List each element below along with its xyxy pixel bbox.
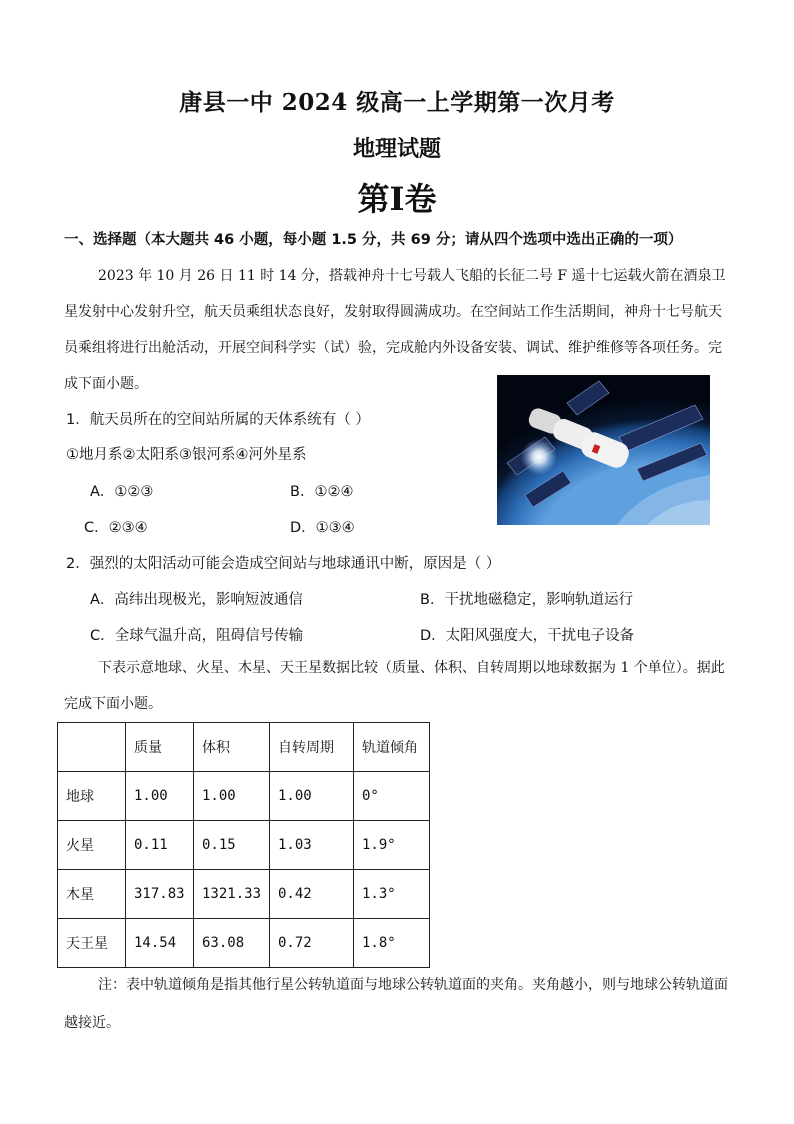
table-cell: 天王星 <box>58 919 126 968</box>
table-header-cell: 轨道倾角 <box>354 723 430 772</box>
q1-option-a: A．①②③ <box>90 484 154 500</box>
table-cell: 1.03 <box>270 821 354 870</box>
passage-planets: 下表示意地球、火星、木星、天王星数据比较（质量、体积、自转周期以地球数据为 1 个单位）。据此完成下面小题。 <box>64 660 725 712</box>
q2-option-d: D．太阳风强度大，干扰电子设备 <box>420 628 635 644</box>
planet-data-table <box>57 722 430 968</box>
q1-stem: 1．航天员所在的空间站所属的天体系统有（ ） <box>66 412 370 428</box>
table-cell: 1.8° <box>354 919 430 968</box>
table-cell: 317.83 <box>126 870 194 919</box>
table-cell: 1.3° <box>354 870 430 919</box>
table-cell: 0.42 <box>270 870 354 919</box>
space-station-photo <box>497 375 710 525</box>
table-cell: 14.54 <box>126 919 194 968</box>
table-note: 注：表中轨道倾角是指其他行星公转轨道面与地球公转轨道面的夹角。夹角越小，则与地球公转轨道面越接近。 <box>64 977 728 1031</box>
table-cell: 1.00 <box>270 772 354 821</box>
table-row <box>58 821 430 870</box>
q2-option-c: C．全球气温升高，阻碍信号传输 <box>90 628 304 644</box>
q2-stem: 2．强烈的太阳活动可能会造成空间站与地球通讯中断，原因是（ ） <box>66 556 501 572</box>
space-station-image <box>497 375 710 525</box>
table-cell: 1.00 <box>194 772 270 821</box>
table-cell: 1.00 <box>126 772 194 821</box>
exam-title: 唐县一中 2024 级高一上学期第一次月考 <box>179 89 615 116</box>
q1-option-c: C．②③④ <box>84 520 148 536</box>
table-header-cell: 体积 <box>194 723 270 772</box>
table-cell: 63.08 <box>194 919 270 968</box>
table-row <box>58 870 430 919</box>
table-header-row <box>58 723 430 772</box>
table-cell: 地球 <box>58 772 126 821</box>
table-cell: 0.72 <box>270 919 354 968</box>
q1-option-b: B．①②④ <box>290 484 354 500</box>
q1-option-d: D．①③④ <box>290 520 355 536</box>
section-heading: 一、选择题（本大题共 46 小题，每小题 1.5 分，共 69 分；请从四个选项中选出正确的一项） <box>64 232 683 248</box>
table-header-cell: 自转周期 <box>270 723 354 772</box>
table-cell: 0.15 <box>194 821 270 870</box>
table-cell: 1.9° <box>354 821 430 870</box>
table-cell: 0.11 <box>126 821 194 870</box>
table-cell: 火星 <box>58 821 126 870</box>
table-cell: 0° <box>354 772 430 821</box>
table-header-cell: 质量 <box>126 723 194 772</box>
q2-option-a: A．高纬出现极光，影响短波通信 <box>90 592 303 608</box>
table-cell: 1321.33 <box>194 870 270 919</box>
table-row <box>58 772 430 821</box>
subject-title: 地理试题 <box>352 136 441 162</box>
table-row <box>58 919 430 968</box>
table-cell: 木星 <box>58 870 126 919</box>
table-header-cell <box>58 723 126 772</box>
passage-shenzhou: 2023 年 10 月 26 日 11 时 14 分，搭载神舟十七号载人飞船的长征二号 F 遥十七运载火箭在酒泉卫星发射中心发射升空，航天员乘组状态良好，发射取得圆满成功。在空间站工作生活期间，神舟十七号航天员乘组将进行出舱活动，开展空间科学实（试）验，完成舱内外设备安装、调试、维护维修等各项任务。完成下面小题。 <box>64 268 726 392</box>
q1-items: ①地月系②太阳系③银河系④河外星系 <box>66 447 307 463</box>
q2-option-b: B．干扰地磁稳定，影响轨道运行 <box>420 592 633 608</box>
volume-title: 第I卷 <box>357 180 437 218</box>
